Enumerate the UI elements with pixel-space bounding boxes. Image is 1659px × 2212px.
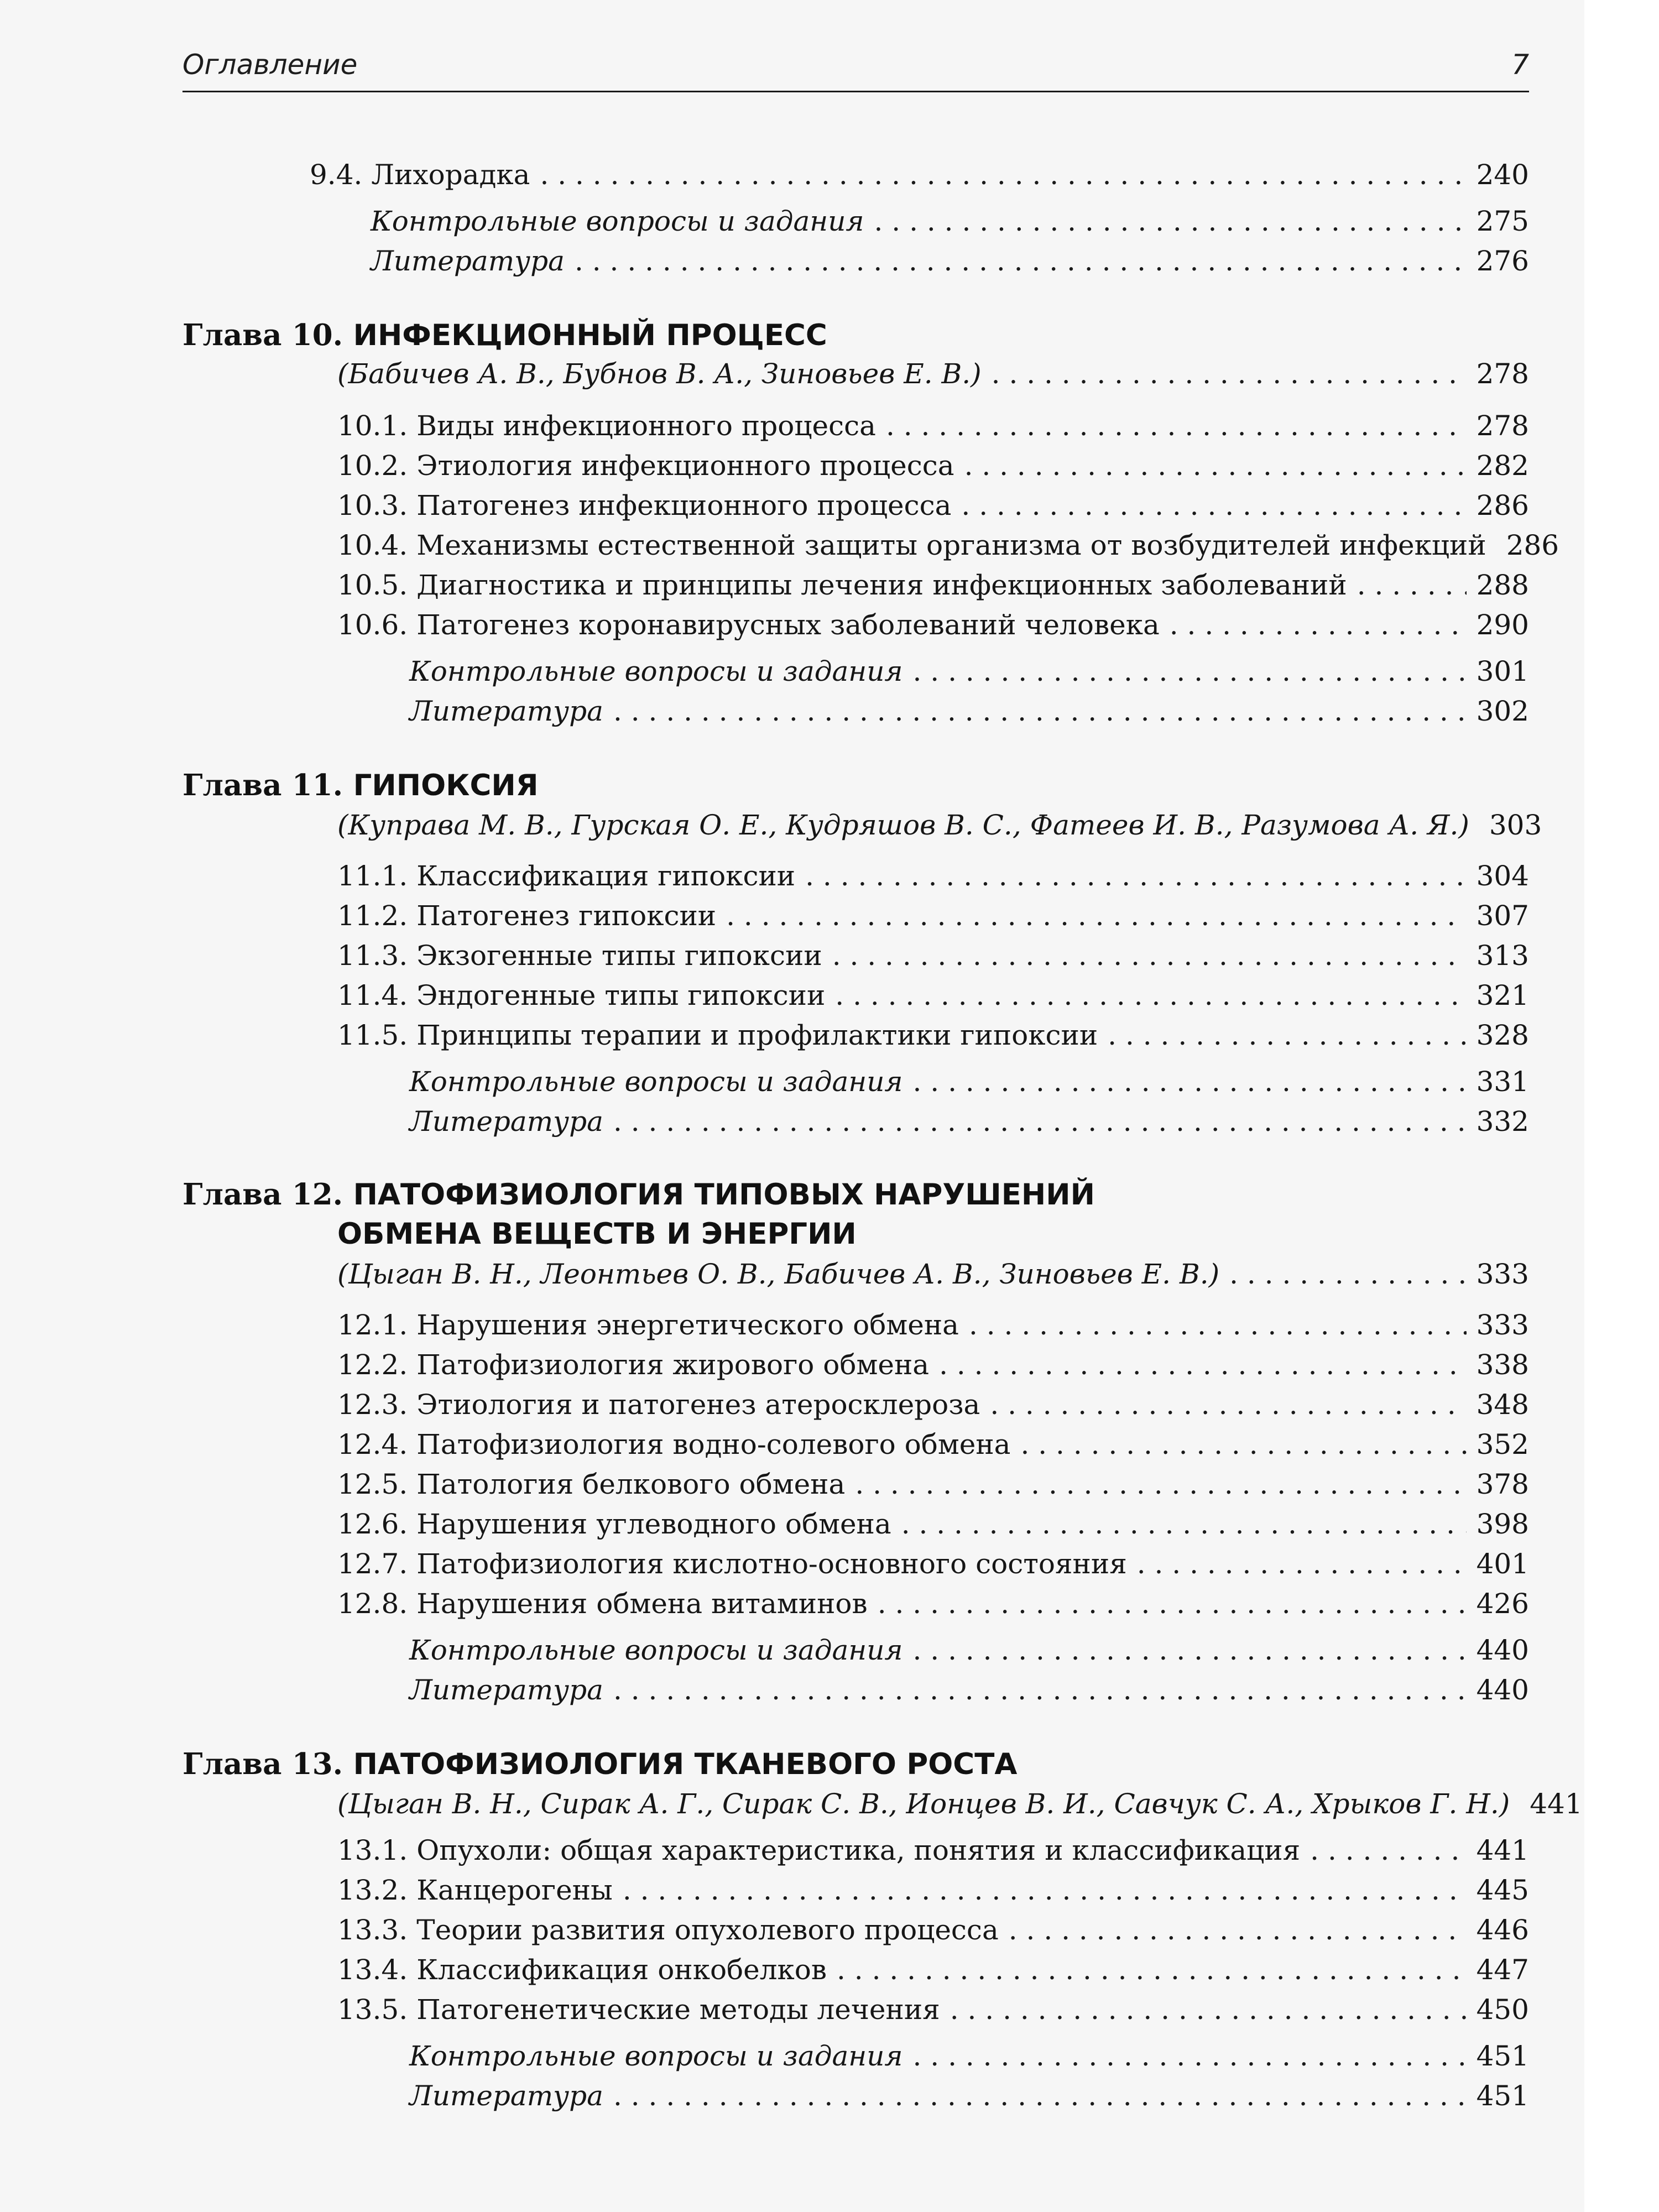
entry-number: 12.4.	[337, 1428, 408, 1460]
entry-number: 12.2.	[337, 1349, 408, 1381]
entry-page: 441	[1530, 1788, 1583, 1820]
chapter-heading	[182, 1175, 1095, 1215]
entry-title: Литература	[409, 695, 603, 727]
entry-number: 13.5.	[337, 1994, 408, 2026]
entry-title: Контрольные вопросы и задания	[409, 1634, 903, 1666]
toc-entry	[337, 406, 1529, 446]
page-edge	[1584, 0, 1659, 2212]
toc-entry	[371, 201, 1529, 241]
leader-dots	[613, 1102, 1467, 1141]
entry-number: 11.3.	[337, 940, 408, 972]
toc-entry	[337, 1015, 1529, 1055]
leader-dots	[874, 201, 1467, 241]
toc-entry	[337, 1830, 1529, 1870]
leader-dots	[1108, 1015, 1466, 1055]
chapter-number: Глава 10.	[182, 318, 343, 352]
entry-title: Патофизиология водно-солевого обмена	[416, 1428, 1011, 1460]
chapter-authors: (Куправа М. В., Гурская О. Е., Кудряшов В. С., Фатеев И. В., Разумова А. Я.)	[337, 809, 1469, 841]
leader-dots	[913, 2036, 1467, 2076]
entry-page: 286	[1506, 529, 1559, 561]
toc-entry	[337, 936, 1529, 975]
chapter-heading	[182, 315, 827, 356]
entry-page: 445	[1476, 1874, 1529, 1906]
entry-title: Патология белкового обмена	[416, 1468, 846, 1500]
entry-title: Литература	[409, 1105, 603, 1138]
entry-page: 440	[1476, 1634, 1529, 1666]
toc-entry	[337, 856, 1529, 896]
toc-entry	[337, 1870, 1529, 1910]
entry-page: 333	[1476, 1309, 1529, 1341]
chapter-number: Глава 11.	[182, 768, 343, 802]
toc-entry	[337, 1425, 1529, 1464]
leader-dots	[855, 1464, 1466, 1504]
leader-dots	[805, 856, 1466, 896]
leader-dots	[837, 1950, 1467, 1990]
entry-page: 288	[1476, 569, 1529, 601]
entry-title: Литература	[409, 1674, 603, 1706]
entry-number: 12.7.	[337, 1548, 408, 1580]
entry-page: 282	[1476, 450, 1529, 482]
entry-title: Этиология и патогенез атеросклероза	[416, 1389, 980, 1421]
toc-entry	[337, 1385, 1529, 1425]
entry-title: Патофизиология жирового обмена	[416, 1349, 930, 1381]
entry-title: Канцерогены	[416, 1874, 613, 1906]
toc-entry	[337, 1784, 1583, 1824]
entry-number: 10.1.	[337, 410, 408, 442]
toc-entry	[337, 565, 1529, 605]
entry-page: 304	[1476, 860, 1529, 892]
entry-title: Эндогенные типы гипоксии	[416, 979, 826, 1011]
entry-title: Контрольные вопросы и задания	[409, 1066, 903, 1098]
table-of-contents	[182, 0, 1583, 2212]
toc-entry	[337, 1910, 1529, 1950]
entry-page: 307	[1476, 900, 1529, 932]
leader-dots	[832, 936, 1467, 975]
toc-entry	[310, 155, 1529, 195]
toc-entry	[337, 1950, 1529, 1990]
entry-title: Нарушения обмена витаминов	[416, 1588, 868, 1620]
entry-number: 11.1.	[337, 860, 408, 892]
chapter-heading	[182, 1744, 1017, 1785]
page-number: 7	[1511, 49, 1529, 81]
entry-number: 11.4.	[337, 979, 408, 1011]
entry-number: 10.6.	[337, 609, 408, 641]
entry-title: Классификация гипоксии	[416, 860, 796, 892]
entry-title: Литература	[409, 2080, 603, 2112]
toc-entry	[337, 975, 1529, 1015]
entry-page: 275	[1476, 205, 1529, 237]
leader-dots	[613, 691, 1467, 731]
leader-dots	[1170, 605, 1467, 645]
entry-page: 328	[1476, 1019, 1529, 1051]
entry-page: 338	[1476, 1349, 1529, 1381]
chapter-title: ПАТОФИЗИОЛОГИЯ ТКАНЕВОГО РОСТА	[353, 1747, 1018, 1781]
toc-entry	[337, 1544, 1529, 1584]
leader-dots	[726, 896, 1466, 936]
entry-title: Патогенез коронавирусных заболеваний человека	[416, 609, 1160, 641]
toc-entry	[337, 1990, 1529, 2030]
toc-entry	[337, 896, 1529, 936]
entry-number: 12.5.	[337, 1468, 408, 1500]
entry-page: 313	[1476, 940, 1529, 972]
leader-dots	[990, 1385, 1466, 1425]
chapter-authors: (Бабичев А. В., Бубнов В. А., Зиновьев Е. В.)	[337, 358, 982, 390]
toc-entry	[409, 2036, 1529, 2076]
leader-dots	[992, 354, 1467, 394]
toc-entry	[371, 241, 1529, 281]
chapter-title: ГИПОКСИЯ	[353, 769, 539, 802]
entry-title: Классификация онкобелков	[416, 1954, 827, 1986]
toc-entry	[409, 691, 1529, 731]
toc-entry	[409, 1062, 1529, 1102]
leader-dots	[1310, 1830, 1466, 1870]
leader-dots	[1229, 1254, 1466, 1294]
entry-page: 331	[1476, 1066, 1529, 1098]
entry-number: 12.8.	[337, 1588, 408, 1620]
entry-page: 278	[1476, 410, 1529, 442]
entry-page: 401	[1476, 1548, 1529, 1580]
entry-number: 9.4.	[310, 159, 363, 191]
leader-dots	[964, 446, 1467, 486]
entry-title: Контрольные вопросы и задания	[371, 205, 864, 237]
entry-page: 301	[1476, 655, 1529, 687]
entry-page: 426	[1476, 1588, 1529, 1620]
entry-title: Патогенез инфекционного процесса	[416, 489, 952, 521]
entry-number: 12.3.	[337, 1389, 408, 1421]
section-title: Оглавление	[182, 49, 358, 81]
entry-number: 13.2.	[337, 1874, 408, 1906]
entry-title: Контрольные вопросы и задания	[409, 2040, 903, 2072]
leader-dots	[939, 1345, 1466, 1385]
chapter-authors: (Цыган В. Н., Леонтьев О. В., Бабичев А. В., Зиновьев Е. В.)	[337, 1258, 1220, 1290]
entry-number: 12.1.	[337, 1309, 408, 1341]
toc-entry	[337, 1345, 1529, 1385]
chapter-title-continued: ОБМЕНА ВЕЩЕСТВ И ЭНЕРГИИ	[337, 1217, 857, 1251]
toc-entry	[409, 1670, 1529, 1710]
leader-dots	[961, 486, 1466, 525]
entry-page: 352	[1476, 1428, 1529, 1460]
leader-dots	[901, 1504, 1467, 1544]
entry-number: 12.6.	[337, 1508, 408, 1540]
entry-page: 440	[1476, 1674, 1529, 1706]
entry-title: Механизмы естественной защиты организма от возбудителей инфекций	[416, 529, 1486, 561]
chapter-number: Глава 12.	[182, 1177, 343, 1212]
chapter-title: ПАТОФИЗИОЛОГИЯ ТИПОВЫХ НАРУШЕНИЙ	[353, 1178, 1095, 1212]
chapter-heading	[182, 765, 539, 806]
leader-dots	[1009, 1910, 1467, 1950]
toc-entry	[337, 486, 1529, 525]
entry-number: 13.3.	[337, 1914, 408, 1946]
entry-number: 13.4.	[337, 1954, 408, 1986]
leader-dots	[575, 241, 1467, 281]
toc-entry	[337, 1464, 1529, 1504]
leader-dots	[878, 1584, 1467, 1624]
entry-page: 321	[1476, 979, 1529, 1011]
leader-dots	[1357, 565, 1467, 605]
toc-entry	[409, 1630, 1529, 1670]
entry-number: 13.1.	[337, 1834, 408, 1866]
toc-entry	[337, 605, 1529, 645]
entry-page: 276	[1476, 245, 1529, 277]
entry-title: Принципы терапии и профилактики гипоксии	[416, 1019, 1098, 1051]
entry-page: 240	[1476, 159, 1529, 191]
leader-dots	[623, 1870, 1467, 1910]
entry-title: Литература	[371, 245, 565, 277]
leader-dots	[950, 1990, 1467, 2030]
entry-page: 290	[1476, 609, 1529, 641]
entry-page: 332	[1476, 1105, 1529, 1138]
entry-title: Нарушения углеводного обмена	[416, 1508, 891, 1540]
entry-page: 302	[1476, 695, 1529, 727]
leader-dots	[613, 1670, 1467, 1710]
entry-title: Патогенез гипоксии	[416, 900, 717, 932]
entry-number: 10.2.	[337, 450, 408, 482]
entry-page: 446	[1476, 1914, 1529, 1946]
entry-page: 333	[1476, 1258, 1529, 1290]
entry-title: Лихорадка	[371, 159, 530, 191]
entry-page: 447	[1476, 1954, 1529, 1986]
leader-dots	[886, 406, 1467, 446]
toc-entry	[337, 1254, 1529, 1294]
entry-number: 10.5.	[337, 569, 408, 601]
entry-title: Опухоли: общая характеристика, понятия и классификация	[416, 1834, 1301, 1866]
chapter-authors: (Цыган В. Н., Сирак А. Г., Сирак С. В., Ионцев В. И., Савчук С. А., Хрыков Г. Н.)	[337, 1788, 1510, 1820]
entry-page: 378	[1476, 1468, 1529, 1500]
chapter-title: ИНФЕКЦИОННЫЙ ПРОЦЕСС	[353, 319, 827, 352]
entry-title: Этиология инфекционного процесса	[416, 450, 954, 482]
leader-dots	[1020, 1425, 1466, 1464]
toc-entry	[337, 1305, 1529, 1345]
leader-dots	[1137, 1544, 1467, 1584]
entry-title: Патогенетические методы лечения	[416, 1994, 940, 2026]
entry-page: 451	[1476, 2040, 1529, 2072]
entry-number: 10.3.	[337, 489, 408, 521]
entry-title: Нарушения энергетического обмена	[416, 1309, 959, 1341]
entry-title: Экзогенные типы гипоксии	[416, 940, 822, 972]
leader-dots	[913, 1062, 1467, 1102]
entry-number: 11.2.	[337, 900, 408, 932]
toc-entry	[409, 1102, 1529, 1141]
chapter-number: Глава 13.	[182, 1747, 343, 1781]
entry-page: 303	[1489, 809, 1542, 841]
leader-dots	[913, 651, 1467, 691]
toc-entry	[409, 2076, 1529, 2116]
entry-page: 398	[1476, 1508, 1529, 1540]
toc-entry	[337, 354, 1529, 394]
leader-dots	[613, 2076, 1467, 2116]
leader-dots	[913, 1630, 1467, 1670]
entry-number: 10.4.	[337, 529, 408, 561]
entry-page: 450	[1476, 1994, 1529, 2026]
toc-entry	[337, 1584, 1529, 1624]
entry-page: 286	[1476, 489, 1529, 521]
entry-number: 11.5.	[337, 1019, 408, 1051]
entry-page: 348	[1476, 1389, 1529, 1421]
entry-title: Диагностика и принципы лечения инфекционных заболеваний	[416, 569, 1347, 601]
toc-entry	[337, 1504, 1529, 1544]
entry-page: 278	[1476, 358, 1529, 390]
leader-dots	[540, 155, 1466, 195]
toc-entry	[337, 805, 1542, 845]
entry-page: 451	[1476, 2080, 1529, 2112]
leader-dots	[969, 1305, 1467, 1345]
toc-entry	[409, 651, 1529, 691]
leader-dots	[835, 975, 1466, 1015]
toc-entry	[337, 525, 1559, 565]
toc-entry	[337, 446, 1529, 486]
entry-title: Контрольные вопросы и задания	[409, 655, 903, 687]
entry-page: 441	[1476, 1834, 1529, 1866]
entry-title: Виды инфекционного процесса	[416, 410, 876, 442]
entry-title: Патофизиология кислотно-основного состояния	[416, 1548, 1127, 1580]
entry-title: Теории развития опухолевого процесса	[416, 1914, 999, 1946]
